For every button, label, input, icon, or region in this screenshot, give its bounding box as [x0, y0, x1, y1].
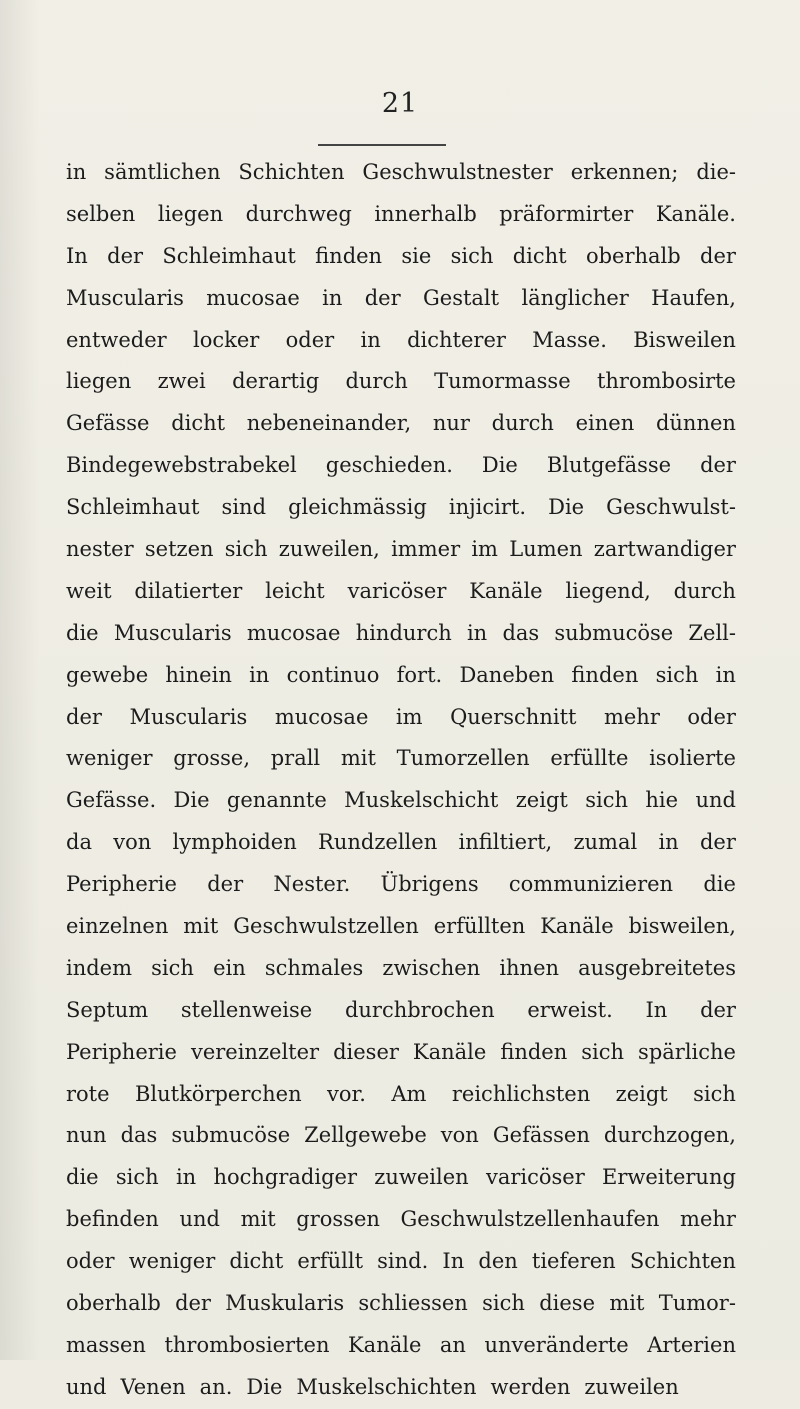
word: varicöser	[485, 1165, 585, 1190]
word: Haufen,	[651, 285, 736, 310]
text-line	[66, 906, 736, 948]
word: hinein	[165, 662, 232, 687]
text-line	[66, 487, 736, 529]
text-line	[66, 278, 736, 320]
word: sind	[221, 495, 267, 520]
word: diese	[539, 1291, 596, 1316]
word: finden	[500, 1039, 568, 1064]
word: thrombosirte	[596, 369, 736, 394]
word: locker	[193, 327, 260, 352]
word: rote	[66, 1081, 110, 1106]
word: nester	[66, 537, 134, 562]
word: oder	[687, 704, 736, 729]
word: ausgebreitetes	[578, 955, 736, 980]
word: In	[645, 997, 668, 1022]
word: mucosae	[246, 620, 341, 645]
word: ihnen	[499, 955, 560, 980]
text-line	[66, 948, 736, 990]
text-line	[66, 780, 736, 822]
text-line	[66, 1157, 736, 1199]
word: nun	[66, 1123, 107, 1148]
word: dicht	[512, 243, 567, 268]
word: Masse.	[532, 327, 607, 352]
word: Schleimhaut	[162, 243, 296, 268]
word: nur	[432, 411, 470, 436]
word: Peripherie	[66, 1039, 177, 1064]
word: oberhalb	[585, 243, 681, 268]
word: Geschwulstnester	[362, 160, 553, 184]
text-line	[66, 738, 736, 780]
word: vor.	[327, 1081, 366, 1106]
word: Geschwulstzellenhaufen	[400, 1207, 660, 1232]
word: dichterer	[407, 327, 506, 352]
text-line	[66, 152, 736, 194]
text-line	[66, 864, 736, 906]
word: Kanäle.	[655, 201, 736, 226]
text-line	[66, 445, 736, 487]
word: dilatierter	[134, 578, 243, 603]
word: sich	[482, 1291, 525, 1316]
word: Bisweilen	[633, 327, 736, 352]
word: derartig	[232, 369, 320, 394]
word: oder	[285, 327, 335, 352]
word: mucosae	[206, 285, 300, 310]
word: geschieden.	[325, 453, 453, 478]
word: der	[700, 453, 736, 478]
word: isolierte	[649, 746, 736, 771]
word: Nester.	[273, 872, 351, 897]
header-rule	[318, 144, 446, 146]
word: durchweg	[245, 201, 352, 226]
word: hochgradiger	[213, 1165, 357, 1190]
word: finden	[571, 662, 639, 687]
word: werden	[490, 1374, 571, 1399]
word: mucosae	[274, 704, 369, 729]
word: finden	[315, 243, 383, 268]
text-line	[66, 1199, 736, 1241]
word: mit	[240, 1207, 276, 1232]
text-line	[66, 613, 736, 655]
word: in	[322, 285, 343, 310]
word: continuo	[286, 662, 380, 687]
word: Gestalt	[422, 285, 500, 310]
word: reichlichsten	[451, 1081, 591, 1106]
text-line	[66, 236, 736, 278]
word: Die	[548, 495, 585, 520]
word: Zell-	[688, 620, 736, 645]
word: durch	[491, 411, 554, 436]
word: grosse,	[173, 746, 251, 771]
word: Arterien	[647, 1332, 736, 1357]
word: oberhalb	[66, 1291, 161, 1316]
word: an	[439, 1332, 466, 1357]
word: befinden	[66, 1207, 159, 1232]
word: Gefässe.	[66, 788, 157, 813]
word: submucöse	[554, 620, 674, 645]
word: einen	[575, 411, 635, 436]
word: infiltiert,	[458, 830, 553, 855]
word: Muscularis	[129, 704, 248, 729]
text-line	[66, 1074, 736, 1116]
word: dieser	[333, 1039, 399, 1064]
word: Muscularis	[66, 285, 184, 310]
word: mehr	[603, 704, 660, 729]
word: dünnen	[655, 411, 736, 436]
word: zwischen	[382, 955, 481, 980]
word: nebeneinander,	[246, 411, 412, 436]
word: weniger	[128, 1249, 216, 1274]
word: von	[440, 1123, 479, 1148]
word: weit	[66, 578, 112, 603]
body-text	[66, 152, 736, 1409]
word: im	[471, 537, 498, 562]
word: spärliche	[638, 1039, 736, 1064]
word: gleichmässig	[288, 495, 427, 520]
word: schliessen	[358, 1291, 468, 1316]
word: grossen	[296, 1207, 380, 1232]
word: der	[207, 872, 244, 897]
word: sich	[655, 662, 699, 687]
word: Schleimhaut	[66, 495, 200, 520]
word: massen	[66, 1332, 146, 1357]
word: setzen	[144, 537, 214, 562]
word: oder	[66, 1249, 115, 1274]
word: Peripherie	[66, 872, 177, 897]
word: Erweiterung	[602, 1165, 736, 1190]
word: und	[695, 788, 736, 813]
word: injicirt.	[448, 495, 527, 520]
text-line	[66, 320, 736, 362]
word: von	[113, 830, 152, 855]
word: der	[66, 704, 102, 729]
word: Lumen	[509, 537, 583, 562]
word: der	[364, 285, 401, 310]
text-line	[66, 1115, 736, 1157]
word: Blutkörperchen	[134, 1081, 302, 1106]
word: Schichten	[629, 1249, 736, 1274]
text-line	[66, 361, 736, 403]
word: zeigt	[615, 1081, 668, 1106]
word: das	[120, 1123, 158, 1148]
word: einzelnen	[66, 914, 169, 939]
word: In	[442, 1249, 465, 1274]
word: in	[658, 830, 679, 855]
word: selben	[66, 201, 136, 226]
word: prall	[270, 746, 321, 771]
text-line	[66, 571, 736, 613]
word: zuweilen,	[278, 537, 380, 562]
word: der	[107, 243, 144, 268]
word: länglicher	[521, 285, 629, 310]
word: weniger	[66, 746, 153, 771]
word: der	[699, 830, 736, 855]
word: Muskelschichten	[296, 1374, 477, 1399]
word: gewebe	[66, 662, 149, 687]
word: und	[179, 1207, 220, 1232]
word: Muskelschicht	[344, 788, 499, 813]
word: Querschnitt	[450, 704, 577, 729]
word: Die	[246, 1374, 283, 1399]
word: zuweilen	[374, 1165, 469, 1190]
text-line	[66, 1283, 736, 1325]
word: vereinzelter	[190, 1039, 320, 1064]
word: Muscularis	[113, 620, 232, 645]
text-line	[66, 655, 736, 697]
word: da	[66, 830, 92, 855]
word: submucöse	[171, 1123, 291, 1148]
word: sich	[151, 955, 194, 980]
text-line	[66, 403, 736, 445]
word: entweder	[66, 327, 167, 352]
word: durch	[345, 369, 408, 394]
word: liegen	[157, 201, 224, 226]
word: Die	[481, 453, 518, 478]
word: lymphoiden	[172, 830, 297, 855]
word: den	[478, 1249, 518, 1274]
word: in	[175, 1165, 197, 1190]
text-line	[66, 1325, 736, 1367]
word: sich	[224, 537, 268, 562]
word: schmales	[264, 955, 364, 980]
word: Septum	[66, 997, 149, 1022]
word: Übrigens	[380, 872, 479, 897]
word: erfüllt	[297, 1249, 364, 1274]
word: sich	[693, 1081, 736, 1106]
word: sich	[585, 788, 628, 813]
word: in	[66, 160, 87, 184]
word: Zellgewebe	[304, 1123, 427, 1148]
word: communizieren	[508, 872, 674, 897]
word: tieferen	[531, 1249, 616, 1274]
word: zuweilen	[584, 1374, 679, 1399]
word: erfüllten	[433, 914, 526, 939]
word: sich	[450, 243, 494, 268]
word: bisweilen,	[628, 914, 736, 939]
page-number: 21	[381, 88, 419, 119]
word: in	[249, 662, 270, 687]
word: Blutgefässe	[546, 453, 672, 478]
word: immer	[391, 537, 461, 562]
word: Muskularis	[225, 1291, 345, 1316]
word: Tumorzellen	[396, 746, 530, 771]
word: mehr	[680, 1207, 736, 1232]
word: varicöser	[347, 578, 447, 603]
word: Kanäle	[540, 914, 614, 939]
word: dicht	[229, 1249, 284, 1274]
word: in	[360, 327, 381, 352]
word: der	[700, 997, 736, 1022]
word: mit	[340, 746, 376, 771]
word: erfüllte	[550, 746, 629, 771]
text-line	[66, 1032, 736, 1074]
word: erweist.	[527, 997, 613, 1022]
word: durchbrochen	[344, 997, 495, 1022]
word: in	[466, 620, 488, 645]
word: Bindegewebstrabekel	[66, 453, 297, 478]
word: präformirter	[499, 201, 634, 226]
text-line	[66, 1241, 736, 1283]
word: die	[66, 1165, 99, 1190]
word: mit	[183, 914, 219, 939]
word: Tumormasse	[434, 369, 571, 394]
word: thrombosierten	[164, 1332, 330, 1357]
word: indem	[66, 955, 133, 980]
word: Kanäle	[412, 1039, 487, 1064]
word: Rundzellen	[318, 830, 438, 855]
word: Gefässe	[66, 411, 150, 436]
word: erkennen;	[570, 160, 679, 184]
text-line	[66, 194, 736, 236]
word: durchzogen,	[603, 1123, 736, 1148]
word: Am	[391, 1081, 427, 1106]
word: sie	[401, 243, 432, 268]
word: sind.	[377, 1249, 429, 1274]
word: die	[703, 872, 736, 897]
word: ein	[213, 955, 246, 980]
word: leicht	[265, 578, 325, 603]
word: der	[175, 1291, 211, 1316]
word: zumal	[573, 830, 638, 855]
word: in	[715, 662, 736, 687]
word: sich	[581, 1039, 625, 1064]
word: innerhalb	[374, 201, 477, 226]
word: zwei	[157, 369, 206, 394]
text-line	[66, 697, 736, 739]
word: genannte	[226, 788, 327, 813]
word: und	[66, 1374, 107, 1399]
text-line	[66, 822, 736, 864]
word: Kanäle	[347, 1332, 422, 1357]
text-line	[66, 1367, 736, 1409]
word: Kanäle	[469, 578, 543, 603]
word: mit	[609, 1291, 645, 1316]
word: an.	[199, 1374, 233, 1399]
word: unveränderte	[484, 1332, 629, 1357]
word: die	[66, 620, 99, 645]
word: die-	[696, 160, 736, 184]
word: Schichten	[238, 160, 345, 184]
text-line	[66, 990, 736, 1032]
word: Tumor-	[658, 1291, 736, 1316]
word: In	[66, 243, 88, 268]
word: liegend,	[565, 578, 651, 603]
word: Gefässen	[492, 1123, 590, 1148]
word: im	[395, 704, 423, 729]
word: durch	[673, 578, 736, 603]
word: das	[502, 620, 540, 645]
word: Geschwulstzellen	[233, 914, 419, 939]
word: dicht	[171, 411, 226, 436]
word: sich	[115, 1165, 159, 1190]
word: liegen	[66, 369, 132, 394]
word: Daneben	[459, 662, 555, 687]
word: Die	[173, 788, 210, 813]
word: der	[700, 243, 736, 268]
word: Geschwulst-	[606, 495, 736, 520]
word: hie	[645, 788, 679, 813]
word: stellenweise	[180, 997, 313, 1022]
word: Venen	[120, 1374, 186, 1399]
word: fort.	[396, 662, 443, 687]
word: hindurch	[355, 620, 452, 645]
word: sämtlichen	[104, 160, 221, 184]
text-line	[66, 529, 736, 571]
word: zartwandiger	[593, 537, 736, 562]
word: zeigt	[515, 788, 568, 813]
